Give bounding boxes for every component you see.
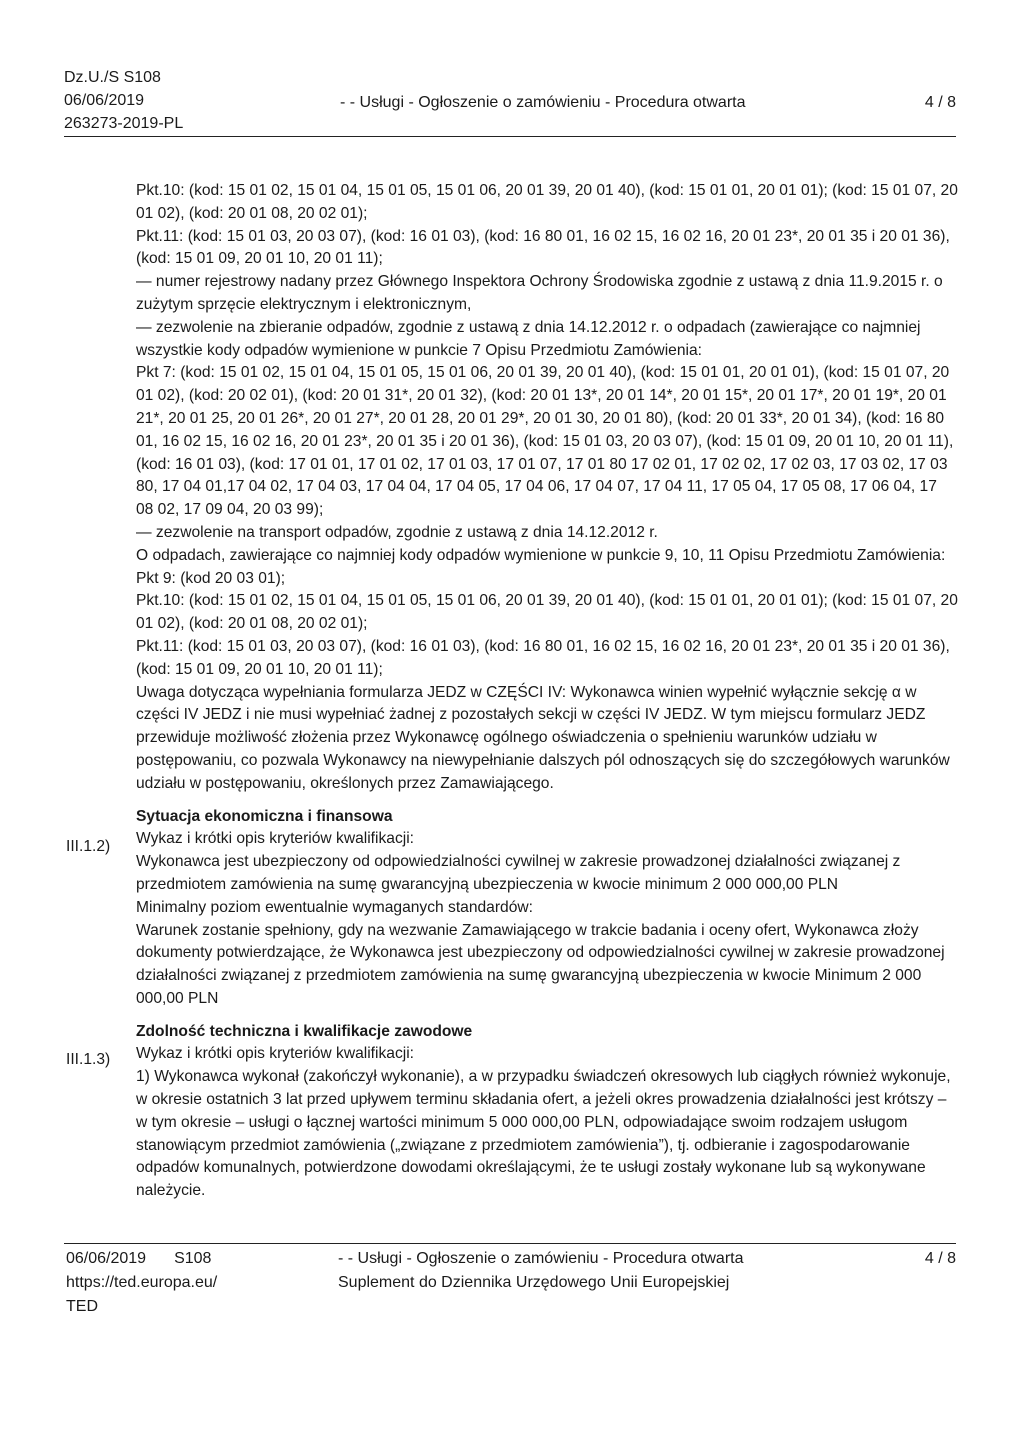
section-heading-economic: Sytuacja ekonomiczna i finansowa [136,807,393,825]
footer-date: 06/06/2019 [66,1250,147,1267]
paragraph: Pkt.11: (kod: 15 01 03, 20 03 07), (kod: 16 01 03), (kod: 16 80 01, 16 02 15, 16 02 16, 20 01 23*, 20 01 35 i 20 01 36), (kod: 15 01 09, 20 01 10, 20 01 11); [136,637,950,678]
paragraph: Pkt.11: (kod: 15 01 03, 20 03 07), (kod: 16 01 03), (kod: 16 80 01, 16 02 15, 16 02 16, 20 01 23*, 20 01 35 i 20 01 36), (kod: 15 01 09, 20 01 10, 20 01 11); [136,227,950,268]
paragraph: Pkt.10: (kod: 15 01 02, 15 01 04, 15 01 05, 15 01 06, 20 01 39, 20 01 40), (kod: 15 01 01, 20 01 01); (kod: 15 01 07, 20 01 02), (kod: 20 01 08, 20 02 01); [136,182,958,222]
footer-divider [64,1243,956,1244]
publication-date: 06/06/2019 [64,92,145,109]
ted-link[interactable]: https://ted.europa.eu/ [66,1274,218,1291]
footer-title-block [338,1247,744,1295]
paragraph: Minimalny poziom ewentualnie wymaganych standardów: [136,898,533,916]
paragraph: Pkt 9: (kod 20 03 01); [136,569,286,587]
document-body [136,180,958,1203]
footer-meta [66,1247,217,1319]
document-id: 263273-2019-PL [64,115,184,132]
paragraph: Pkt 7: (kod: 15 01 02, 15 01 04, 15 01 05, 15 01 06, 20 01 39, 20 01 40), (kod: 15 01 01, 20 01 01), (kod: 15 01 07, 20 01 02), (kod: 20 02 01), (kod: 20 01 31*, 20 01 32), (kod: 20 01 13*, 20 01 14*, 20 01 15*, 20 01 17*, 20 01 19*, 20 01 21*, 20 01 25, 20 01 26*, 20 01 27*, 20 01 28, 20 01 29*, 20 01 30, 20 01 80), (kod: 20 01 33*, 20 01 34), (kod: 16 80 01, 16 02 15, 16 02 16, 20 01 23*, 20 01 35 i 20 01 36), (kod: 15 01 03, 20 03 07), (kod: 15 01 09, 20 01 10, 20 01 11), (kod: 16 01 03), (kod: 17 01 01, 17 01 02, 17 01 03, 17 01 07, 17 01 80 17 02 01, 17 02 02, 17 02 03, 17 03 02, 17 03 80, 17 04 01,17 04 02, 17 04 03, 17 04 04, 17 04 05, 17 04 06, 17 04 07, 17 04 11, 17 05 04, 17 05 08, 17 06 04, 17 08 02, 17 09 04, 20 03 99); [136,364,954,519]
paragraph: Wykaz i krótki opis kryteriów kwalifikacji: [136,830,414,848]
section-heading-technical: Zdolność techniczna i kwalifikacje zawodowe [136,1022,473,1040]
footer-ted: TED [66,1298,98,1315]
paragraph: — numer rejestrowy nadany przez Głównego Inspektora Ochrony Środowiska zgodnie z ustawą z dnia 11.9.2015 r. o zużytym sprzęcie elektrycznym i elektronicznym, [136,273,943,313]
header-divider [64,136,956,137]
footer-supplement: Suplement do Dziennika Urzędowego Unii Europejskiej [338,1274,730,1291]
paragraph: O odpadach, zawierające co najmniej kody odpadów wymienione w punkcie 9, 10, 11 Opisu Przedmiotu Zamówienia: [136,546,946,564]
paragraph: 1) Wykonawca wykonał (zakończył wykonanie), a w przypadku świadczeń okresowych lub ciągłych również wykonuje, w okresie ostatnich 3 lat przed upływem terminu składania ofert, a jeżeli okres prowadzenia działalności jest krótszy – w tym okresie – usługi o łącznej wartości minimum 5 000 000,00 PLN, odpowiadające swoim rodzajem usługom stanowiącym przedmiot zamówienia („związane z przedmiotem zamówienia”), tj. odbieranie i zagospodarowanie odpadów komunalnych, potwierdzone dowodami określającymi, że te usługi zostały wykonane lub są wykonywane należycie. [136,1068,951,1200]
paragraph: Pkt.10: (kod: 15 01 02, 15 01 04, 15 01 05, 15 01 06, 20 01 39, 20 01 40), (kod: 15 01 01, 20 01 01); (kod: 15 01 07, 20 01 02), (kod: 20 01 08, 20 02 01); [136,592,958,633]
header-title: - - Usługi - Ogłoszenie o zamówieniu - Procedura otwarta [340,94,746,111]
footer-title: - - Usługi - Ogłoszenie o zamówieniu - Procedura otwarta [338,1250,744,1267]
section-number-iii-1-2: III.1.2) [66,838,111,855]
paragraph: — zezwolenie na zbieranie odpadów, zgodnie z ustawą z dnia 14.12.2012 r. o odpadach (zawierające co najmniej wszystkie kody odpadów wymienione w punkcie 7 Opisu Przedmiotu Zamówienia: [136,318,921,359]
paragraph: Wykonawca jest ubezpieczony od odpowiedzialności cywilnej w zakresie prowadzonej działalności związanej z przedmiotem zamówienia na sumę gwarancyjną ubezpieczenia w kwocie minimum 2 000 000,00 PLN [136,853,901,893]
paragraph: Wykaz i krótki opis kryteriów kwalifikacji: [136,1045,414,1063]
header-page-number: 4 / 8 [924,94,956,111]
footer-page-number: 4 / 8 [924,1250,956,1267]
footer-code: S108 [174,1250,212,1267]
paragraph: — zezwolenie na transport odpadów, zgodnie z ustawą z dnia 14.12.2012 r. [136,523,658,541]
section-number-iii-1-3: III.1.3) [66,1051,111,1068]
paragraph: Uwaga dotycząca wypełniania formularza JEDZ w CZĘŚCI IV: Wykonawca winien wypełnić wyłącznie sekcję α w części IV JEDZ i nie musi wypełniać żadnej z pozostałych sekcji w części IV JEDZ. W tym miejscu formularz JEDZ przewiduje możliwość złożenia przez Wykonawcę ogólnego oświadczenia o spełnieniu warunków udziału w postępowaniu, co pozwala Wykonawcy na niewypełnianie dalszych pól odnoszących się do szczegółowych warunków udziału w postępowaniu, określonych przez Zamawiającego. [136,683,950,792]
paragraph: Warunek zostanie spełniony, gdy na wezwanie Zamawiającego w trakcie badania i oceny ofert, Wykonawca złoży dokumenty potwierdzające, że Wykonawca jest ubezpieczony od odpowiedzialności cywilnej w zakresie prowadzonej działalności związanej z przedmiotem zamówienia na sumę gwarancyjną ubezpieczenia w kwocie Minimum 2 000 000,00 PLN [136,921,945,1007]
header-meta [64,66,183,135]
journal-ref: Dz.U./S S108 [64,69,161,86]
